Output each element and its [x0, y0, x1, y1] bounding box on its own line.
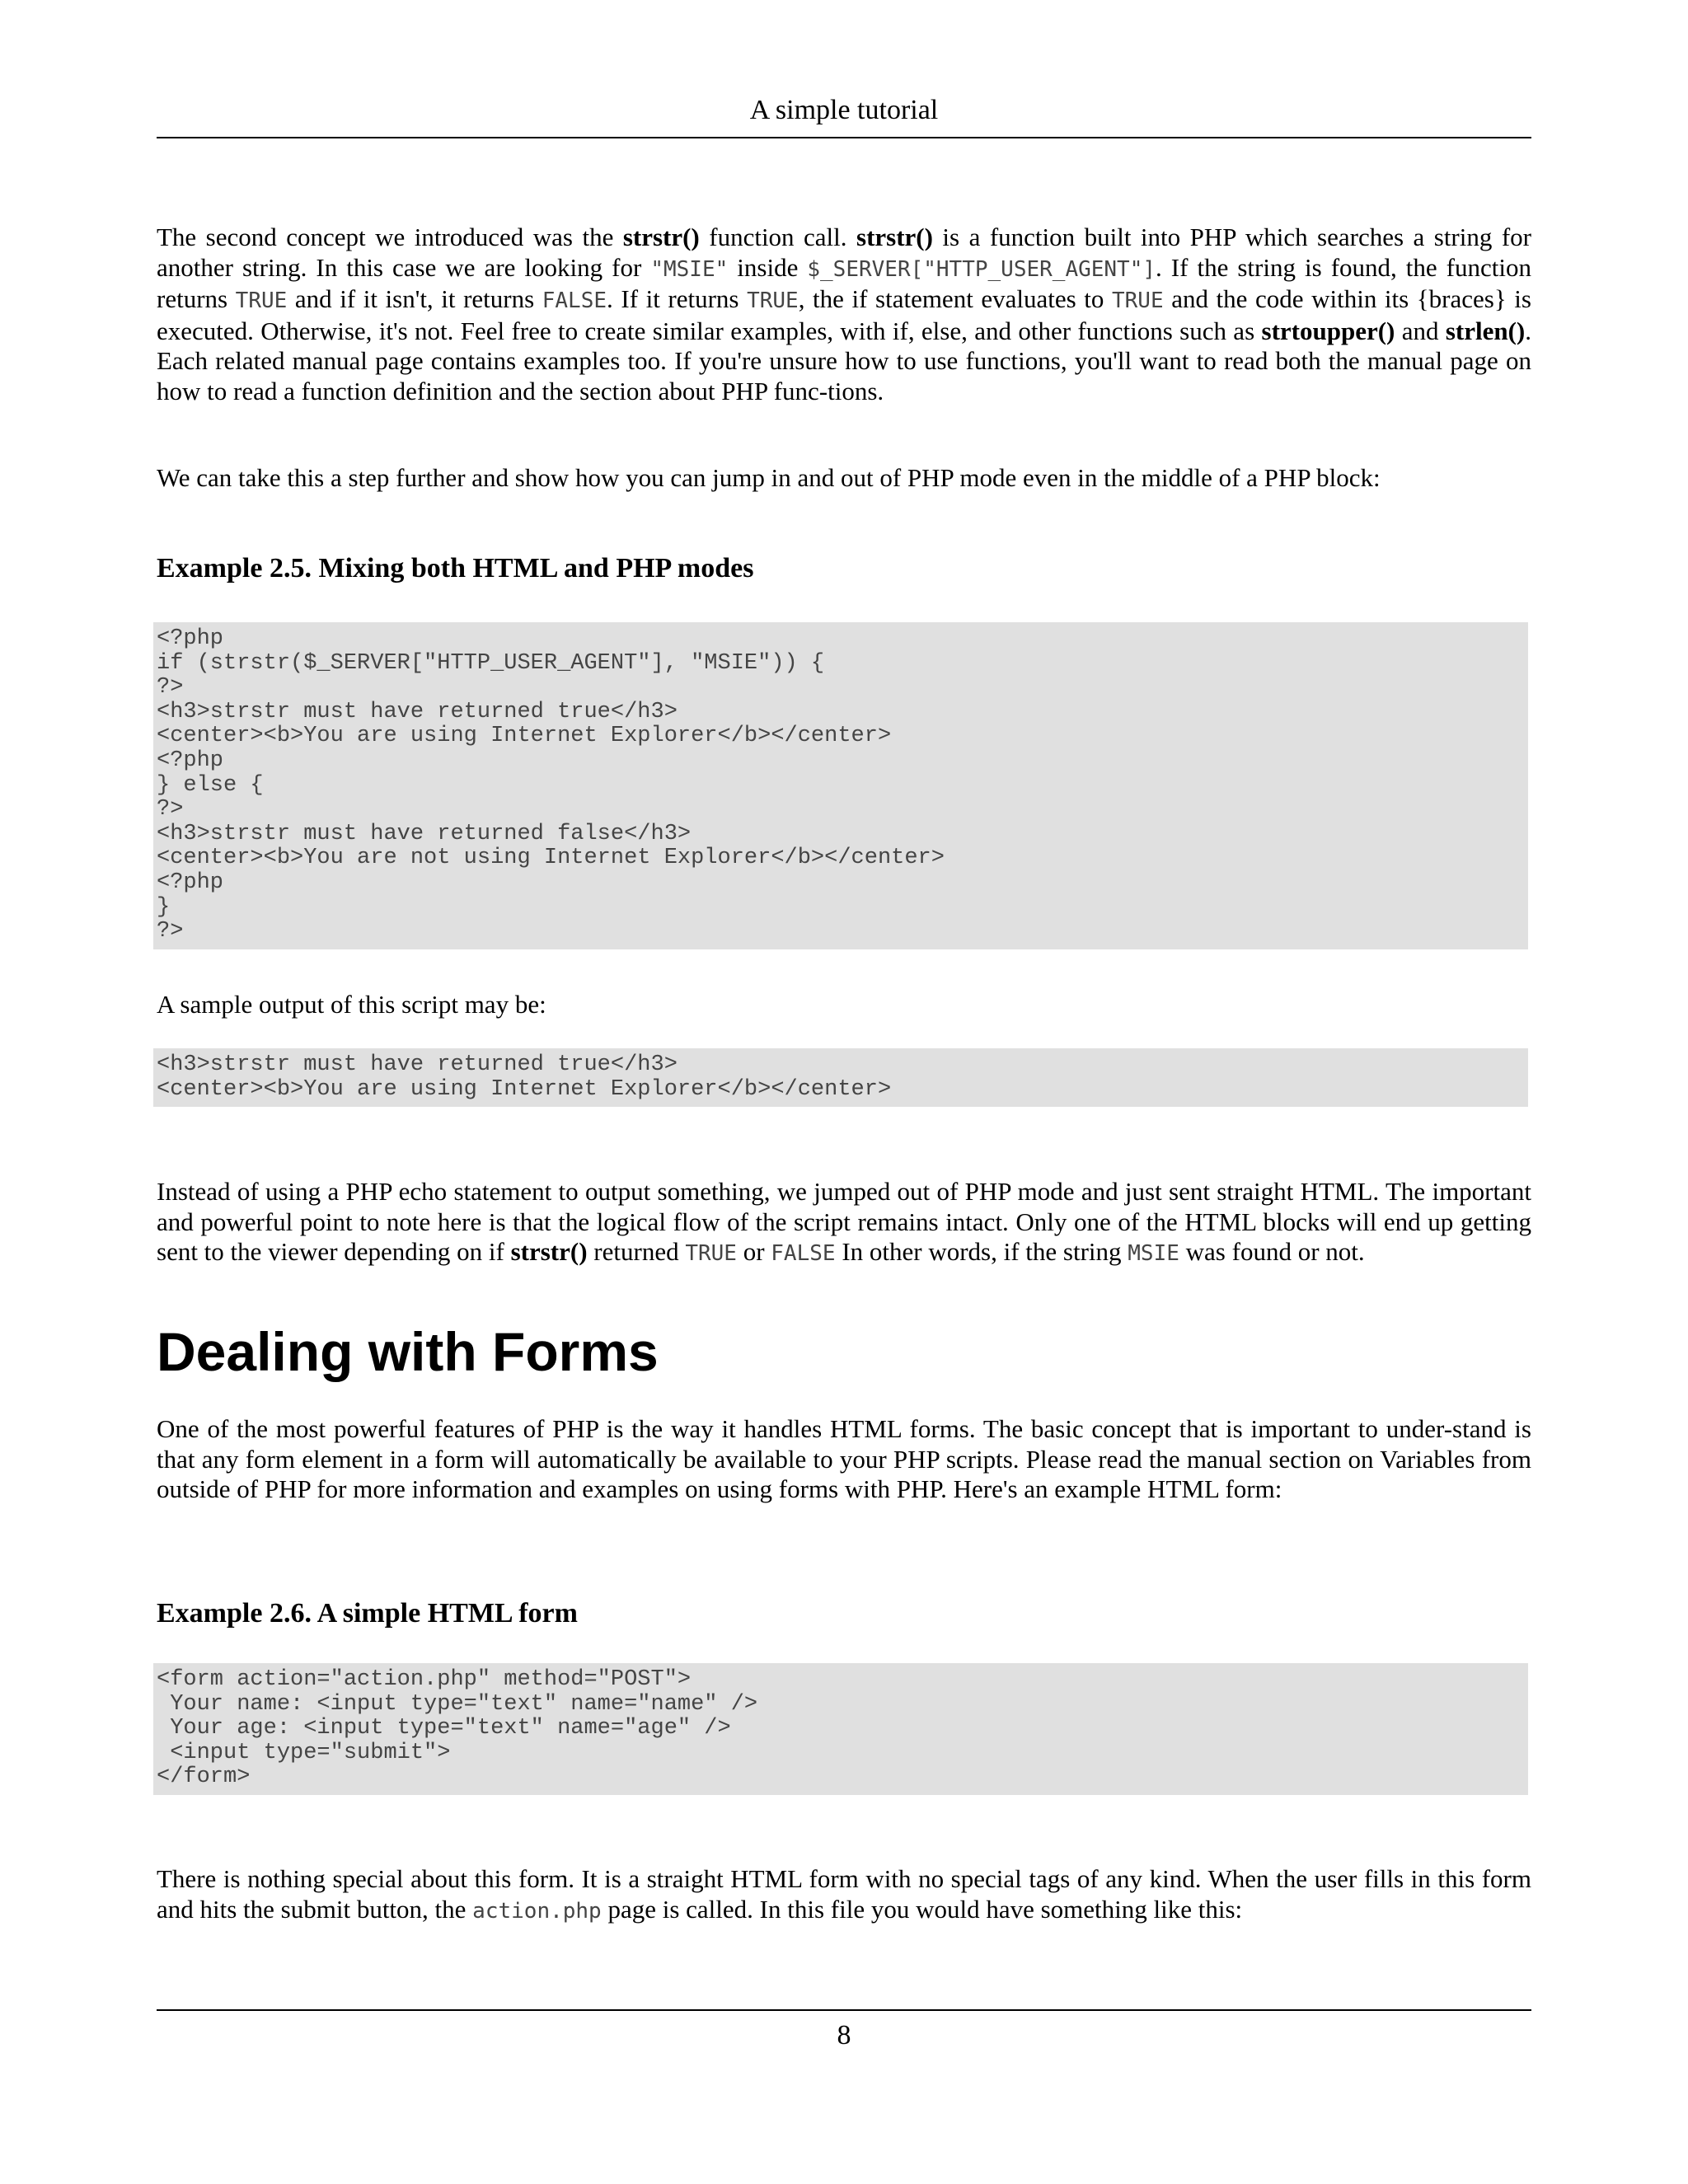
- sample-output-code-block: [157, 1048, 1531, 1107]
- text-run: page is called. In this file you would have something like this:: [601, 1894, 1243, 1924]
- code-listing: <form action="action.php" method="POST"> Your name: <input type="text" name="name" /> Your age: <input type="text" name="age" /> <input type="submit"> </form>: [153, 1663, 1528, 1795]
- paragraph-action-php: [157, 1864, 1531, 1926]
- footer-rule: [157, 2009, 1531, 2011]
- page-number: 8: [837, 2020, 851, 2050]
- inline-code: FALSE: [771, 1241, 836, 1266]
- text-run: function call.: [699, 223, 856, 251]
- code-listing: <?php if (strstr($_SERVER["HTTP_USER_AGENT"], "MSIE")) { ?> <h3>strstr must have returned true</h3> <center><b>You are using Internet Explorer</b></center> <?php } else { ?> <h3>strstr must have returned false</h3> <center><b>You are not using Internet Explorer</b></center> <?php } ?>: [153, 622, 1528, 949]
- text-run: inside: [728, 252, 808, 282]
- paragraph-forms-intro: [157, 1414, 1531, 1505]
- paragraph-text: [157, 1177, 1531, 1269]
- inline-code: action.php: [472, 1898, 602, 1924]
- code-listing: <h3>strstr must have returned true</h3> <center><b>You are using Internet Explorer</b></center>: [153, 1048, 1528, 1107]
- inline-code: FALSE: [542, 288, 607, 313]
- paragraph-text: We can take this a step further and show how you can jump in and out of PHP mode even in the middle of a PHP block:: [157, 463, 1381, 492]
- paragraph-text: A sample output of this script may be:: [157, 990, 546, 1019]
- text-run: was found or not.: [1179, 1237, 1365, 1266]
- function-name: strtoupper(): [1261, 316, 1395, 345]
- text-run: , the if statement evaluates to: [798, 284, 1112, 313]
- paragraph-text: [157, 1864, 1531, 1926]
- text-run: . If it returns: [607, 284, 748, 313]
- text-run: and: [1395, 316, 1446, 345]
- inline-code: "MSIE": [650, 256, 729, 282]
- example-2-6-title-block: [157, 1597, 1531, 1630]
- text-run: . If the string is found, the function returns: [157, 252, 1531, 313]
- function-name: strstr(): [622, 223, 700, 251]
- paragraph-text: [157, 223, 1531, 406]
- example-title: Example 2.5. Mixing both HTML and PHP modes: [157, 553, 754, 583]
- text-run: or: [736, 1237, 771, 1266]
- example-2-5-title-block: [157, 552, 1531, 585]
- text-run: is a function built into PHP which searches a string for another string. In this case we are looking for: [157, 223, 1531, 282]
- inline-code: MSIE: [1128, 1241, 1179, 1266]
- text-run: and if it isn't, it returns: [287, 284, 542, 313]
- paragraph-jump-in-out: [157, 463, 1531, 494]
- inline-code: TRUE: [1112, 288, 1164, 313]
- section-heading-block: [157, 1320, 1531, 1383]
- text-run: The second concept we introduced was the: [157, 223, 623, 251]
- paragraph-sample-output: [157, 990, 1531, 1020]
- example-2-5-code-block: [157, 622, 1531, 949]
- example-title: Example 2.6. A simple HTML form: [157, 1598, 578, 1629]
- inline-code: $_SERVER["HTTP_USER_AGENT"]: [807, 256, 1156, 282]
- example-2-6-code-block: [157, 1663, 1531, 1795]
- section-title: Dealing with Forms: [157, 1321, 659, 1382]
- header-rule: [157, 137, 1531, 138]
- text-run: and the code within its {braces} is executed. Otherwise, it's not. Feel free to create similar examples, with if, else, and other functions such as: [157, 284, 1531, 345]
- paragraph-text: One of the most powerful features of PHP is the way it handles HTML forms. The basic concept that is important to under-stand is that any form element in a form will automatically be available to your PHP scripts. Please read the manual section on Variables from outside of PHP for more information and examples on using forms with PHP. Here's an example HTML form:: [157, 1414, 1531, 1503]
- inline-code: TRUE: [235, 288, 288, 313]
- text-run: In other words, if the string: [835, 1237, 1128, 1266]
- function-name: strstr(): [856, 223, 933, 251]
- document-page: [157, 0, 1531, 2184]
- text-run: returned: [587, 1237, 686, 1266]
- inline-code: TRUE: [747, 288, 799, 313]
- text-run: . Each related manual page contains examples too. If you're unsure how to use functions, you'll want to read both the manual page on how to read a function definition and the section about PHP func-tions.: [157, 316, 1531, 405]
- inline-code: TRUE: [685, 1241, 737, 1266]
- function-name: strstr(): [510, 1237, 588, 1266]
- text-run: There is nothing special about this form. It is a straight HTML form with no special tags of any kind. When the user fills in this form and hits the submit button, the: [157, 1864, 1531, 1924]
- function-name: strlen(): [1445, 316, 1526, 345]
- text-run: Instead of using a PHP echo statement to output something, we jumped out of PHP mode and just sent straight HTML. The important and powerful point to note here is that the logical flow of the script remains intact. Only one of the HTML blocks will end up getting sent to the viewer depending on if: [157, 1177, 1531, 1266]
- paragraph-echo-explanation: [157, 1177, 1531, 1269]
- running-header: A simple tutorial: [749, 95, 939, 125]
- paragraph-strstr-explanation: [157, 223, 1531, 406]
